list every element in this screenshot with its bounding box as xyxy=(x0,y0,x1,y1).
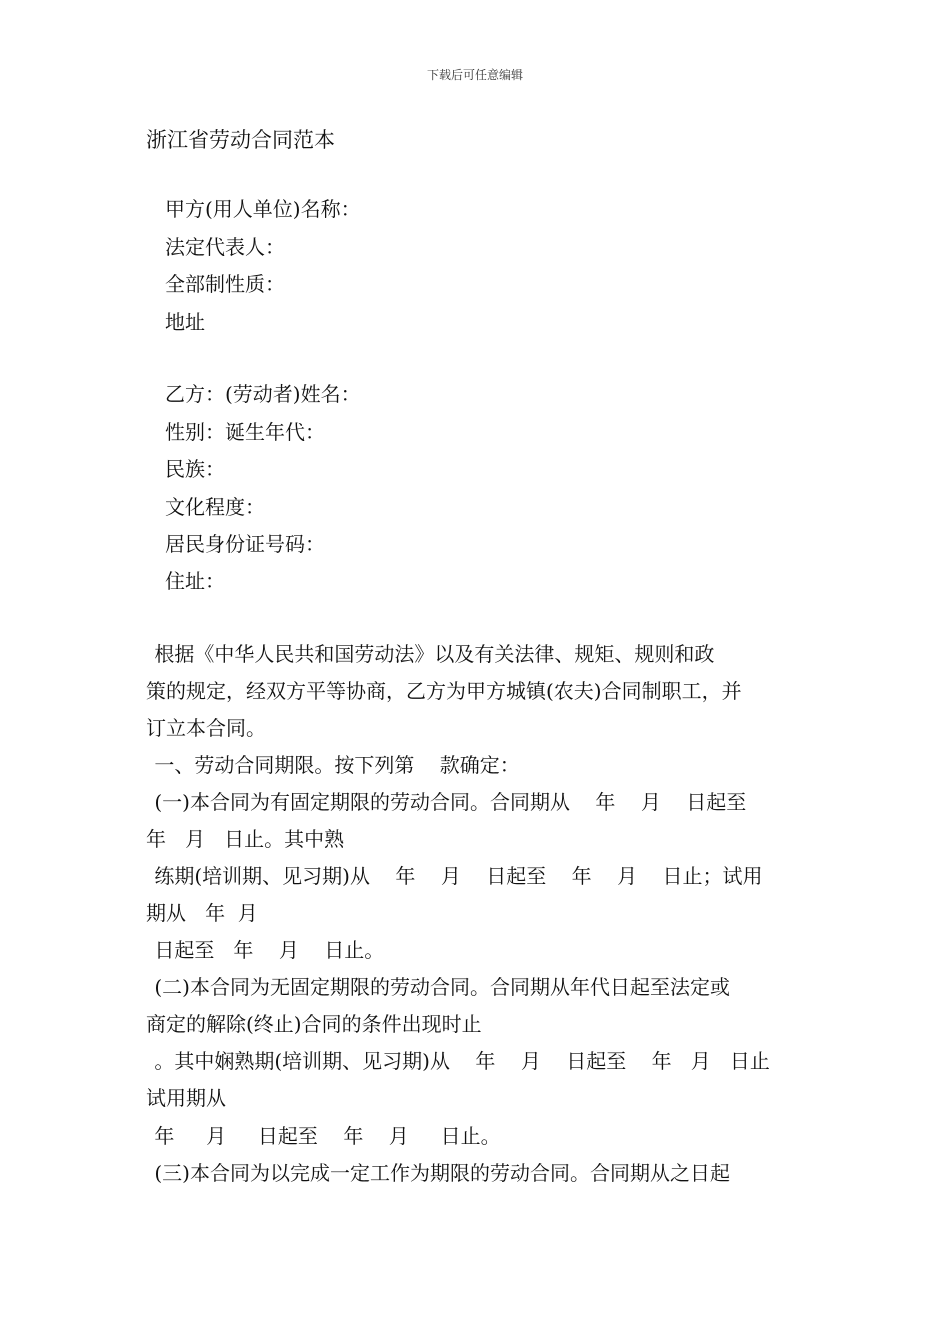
body-line: 日起至 年 月 日止。 xyxy=(148,938,385,962)
body-line: 试用期从 xyxy=(146,1086,226,1110)
party-b-gender-label: 性别：诞生年代： xyxy=(165,420,325,444)
body-line: 年 月 日止。其中熟 xyxy=(146,827,345,851)
body-line: (二)本合同为无固定期限的劳动合同。合同期从年代日起至法定或 xyxy=(148,975,730,999)
party-b-education-label: 文化程度： xyxy=(165,495,265,519)
body-line: 根据《中华人民共和国劳动法》以及有关法律、规矩、规则和政 xyxy=(148,642,715,666)
body-line: (三)本合同为以完成一定工作为期限的劳动合同。合同期从之日起 xyxy=(148,1161,730,1185)
body-line: (一)本合同为有固定期限的劳动合同。合同期从 年 月 日起至 xyxy=(148,790,747,814)
party-a-address-label: 地址 xyxy=(165,310,205,334)
page-header: 下载后可任意编辑 xyxy=(426,68,523,82)
body-line: 。其中娴熟期(培训期、见习期)从 年 月 日起至 年 月 日止 xyxy=(148,1049,770,1073)
body-line: 年 月 日起至 年 月 日止。 xyxy=(148,1124,501,1148)
body-line: 策的规定，经双方平等协商，乙方为甲方城镇(农夫)合同制职工，并 xyxy=(146,679,742,703)
party-b-name-label: 乙方：(劳动者)姓名： xyxy=(165,382,361,406)
party-b-id-label: 居民身份证号码： xyxy=(165,532,325,556)
body-line: 期从 年 月 xyxy=(146,901,258,925)
party-a-ownership-label: 全部制性质： xyxy=(165,272,285,296)
body-line: 订立本合同。 xyxy=(146,716,266,740)
body-line: 一、劳动合同期限。按下列第 款确定： xyxy=(148,753,520,777)
party-a-rep-label: 法定代表人： xyxy=(165,235,285,259)
party-b-address-label: 住址： xyxy=(165,569,225,593)
body-line: 练期(培训期、见习期)从 年 月 日起至 年 月 日止；试用 xyxy=(148,864,763,888)
party-a-name-label: 甲方(用人单位)名称： xyxy=(165,197,361,221)
body-line: 商定的解除(终止)合同的条件出现时止 xyxy=(146,1012,482,1036)
document-title: 浙江省劳动合同范本 xyxy=(146,128,335,152)
party-b-ethnicity-label: 民族： xyxy=(165,457,225,481)
